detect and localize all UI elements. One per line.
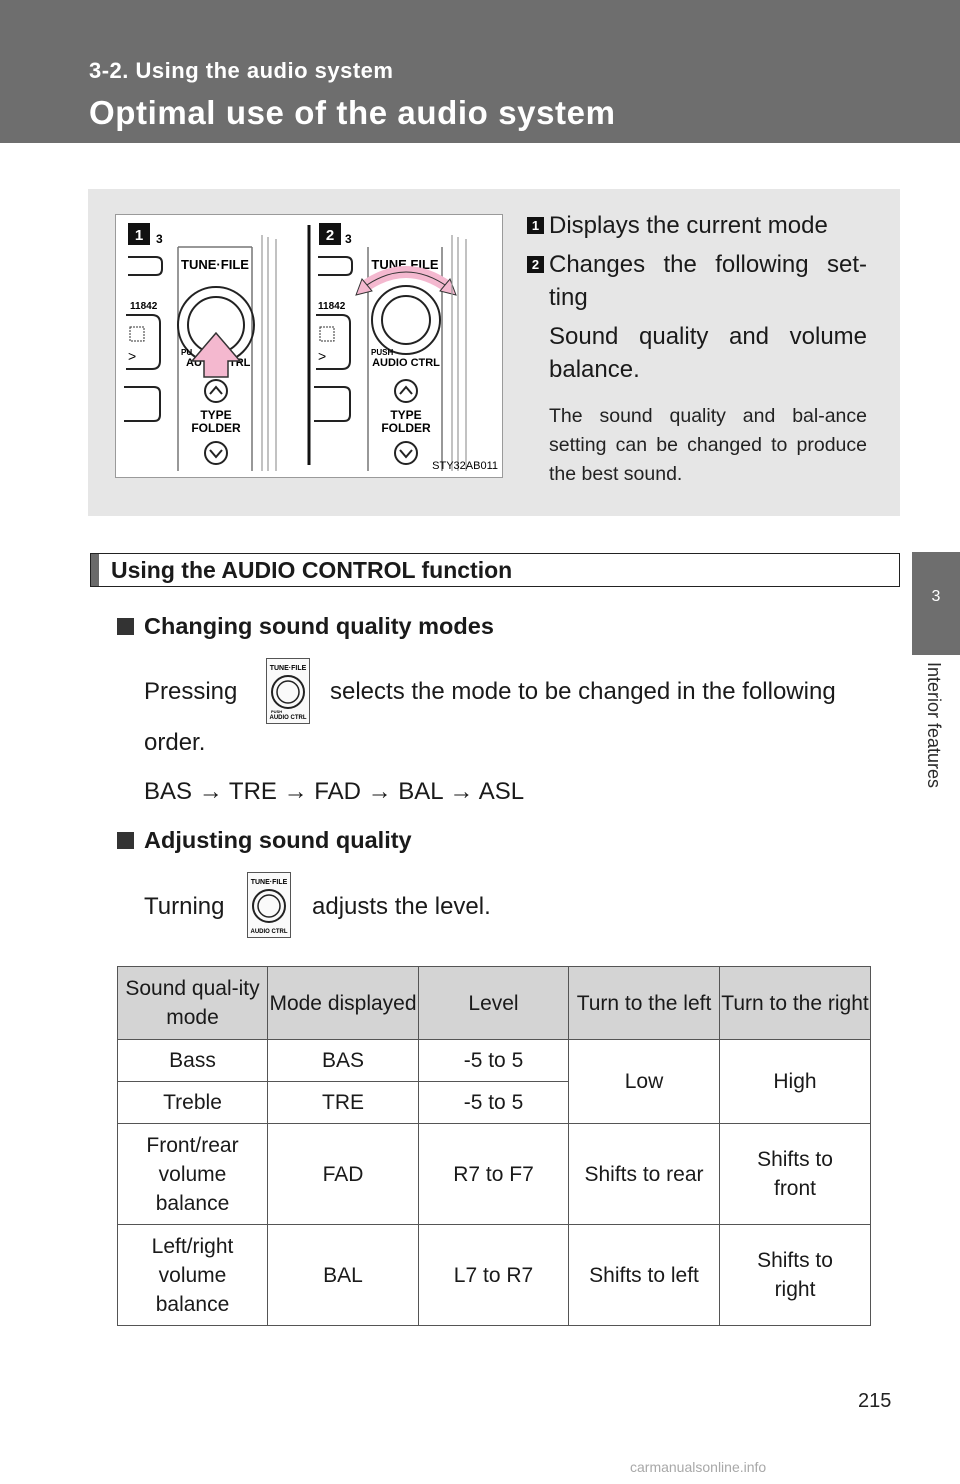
left-grid-icon (130, 327, 144, 341)
push-label: PUSH (371, 348, 394, 357)
table-cell-merged-left: Low (569, 1040, 720, 1124)
marker-2-label: 2 (325, 227, 335, 244)
chevron-down-icon (400, 450, 412, 457)
knob-icon-1-bottom: AUDIO CTRL (269, 715, 307, 721)
right-vent-lines (452, 235, 466, 471)
chevron-up-icon (210, 387, 222, 394)
table-row (118, 1124, 871, 1225)
table-header-cell: Mode displayed (268, 967, 419, 1040)
callout-2 (527, 248, 867, 314)
au-partial: AU (186, 357, 202, 369)
table-cell: BAS (268, 1040, 419, 1082)
knob-icon-2-top: TUNE·FILE (250, 879, 288, 886)
chevron-down-icon (210, 450, 222, 457)
page-number: 215 (858, 1390, 892, 1412)
turning-line (144, 893, 491, 921)
page-title: Optimal use of the audio system (89, 94, 616, 131)
table-row (118, 1040, 871, 1082)
audio-ctrl-label: AUDIO CTRL (372, 357, 440, 369)
knob-right-inner (382, 296, 430, 344)
callout-note: The sound quality and bal-ance setting can be changed to produce the best sound. (549, 405, 867, 485)
figure-code: STY32AB011 (432, 460, 498, 472)
chapter-number: 3 (931, 588, 941, 605)
section-bar-mark (91, 554, 99, 586)
table-cell: Bass (118, 1040, 268, 1082)
table-cell: Shifts to left (569, 1225, 720, 1326)
table-row (118, 1225, 871, 1326)
pu-partial: PU (181, 348, 193, 357)
square-bullet-icon (117, 832, 134, 849)
mode-sequence: BAS → TRE → FAD → BAL → ASL (144, 778, 525, 805)
table-header-row (118, 967, 871, 1040)
knob-icon-2-inner (258, 895, 280, 917)
callout-2-sub: Sound quality and volume balance. (549, 323, 867, 383)
knob-icon-1-inner (277, 681, 299, 703)
turning-rest: adjusts the level. (312, 893, 491, 920)
table-cell: Shifts to rear (569, 1124, 720, 1225)
table-cell: Left/right volume balance (118, 1225, 268, 1326)
pressing-line (144, 678, 892, 706)
callout-1 (527, 209, 867, 242)
left-vent-lines (262, 235, 276, 471)
callout-2-text: Changes the following set-ting (549, 251, 867, 311)
folder-label-left: FOLDER (191, 421, 241, 435)
pressing-word: Pressing (144, 678, 238, 705)
digit-3-left: 3 (156, 232, 163, 246)
digit-3-right: 3 (345, 232, 352, 246)
knob-icon-1-push: PUSH (271, 709, 283, 714)
type-label-left: TYPE (200, 408, 232, 422)
tune-file-right: TUNE FILE (371, 257, 439, 272)
table-cell: BAL (268, 1225, 419, 1326)
trl-partial: TRL (229, 357, 251, 369)
square-bullet-icon (117, 618, 134, 635)
table-cell-merged-right: High (720, 1040, 871, 1124)
folder-down-button-right (395, 442, 417, 464)
illustration-svg (116, 215, 502, 477)
pressing-rest: selects the mode to be changed in the following (330, 678, 836, 705)
code-left: 11842 (130, 301, 158, 312)
callout-1-marker: 1 (527, 217, 544, 234)
code-right: 11842 (318, 301, 346, 312)
chapter-label-container (912, 662, 960, 832)
folder-down-button-left (205, 442, 227, 464)
knob-icon-svg-2 (248, 873, 290, 937)
callout-1-text: Displays the current mode (549, 212, 828, 239)
order-word: order. (144, 729, 206, 756)
left-lower-button (124, 387, 160, 421)
caret-left: > (128, 348, 137, 364)
table-cell: R7 to F7 (419, 1124, 569, 1225)
press-arrow-icon (192, 333, 240, 377)
right-lower-button (314, 387, 350, 421)
knob-icon-2-bottom: AUDIO CTRL (250, 929, 288, 935)
section-bar-title: Using the AUDIO CONTROL function (111, 557, 513, 583)
table-cell: Shifts to right (720, 1225, 871, 1326)
turning-word: Turning (144, 893, 225, 920)
section-label: 3-2. Using the audio system (89, 58, 394, 83)
subheading-adjusting-text: Adjusting sound quality (144, 827, 412, 853)
type-up-button-right (395, 380, 417, 402)
watermark: carmanualsonline.info (630, 1459, 767, 1475)
chevron-up-icon (400, 387, 412, 394)
type-label-right: TYPE (390, 408, 422, 422)
tune-file-left: TUNE·FILE (181, 257, 249, 272)
table-cell: Shifts to front (720, 1124, 871, 1225)
table-cell: Front/rear volume balance (118, 1124, 268, 1225)
table-header-cell: Sound qual-ity mode (118, 967, 268, 1040)
callout-2-marker: 2 (527, 256, 544, 273)
callout-list (527, 209, 867, 489)
marker-1-label: 1 (134, 227, 144, 244)
table-header-cell: Level (419, 967, 569, 1040)
table-cell: -5 to 5 (419, 1040, 569, 1082)
tune-file-knob-icon-2 (247, 872, 291, 938)
right-grid-icon (320, 327, 334, 341)
caret-right: > (318, 348, 327, 364)
tune-file-knob-icon-1 (266, 658, 310, 724)
audio-control-illustration (115, 214, 503, 478)
table-cell: Treble (118, 1082, 268, 1124)
knob-icon-1-top: TUNE·FILE (269, 665, 307, 672)
subheading-changing-modes (117, 613, 494, 640)
knob-icon-svg-1 (267, 659, 309, 723)
left-slot (128, 257, 162, 275)
subheading-adjusting (117, 827, 412, 854)
table-header-cell: Turn to the right (720, 967, 871, 1040)
right-slot (318, 257, 352, 275)
table-cell: TRE (268, 1082, 419, 1124)
table-cell: -5 to 5 (419, 1082, 569, 1124)
type-up-button-left (205, 380, 227, 402)
page-header (0, 0, 960, 143)
chapter-label: Interior features (924, 662, 944, 789)
chapter-tab[interactable] (912, 552, 960, 655)
table-cell: FAD (268, 1124, 419, 1225)
section-bar (90, 553, 900, 587)
subheading-changing-modes-text: Changing sound quality modes (144, 613, 494, 639)
folder-label-right: FOLDER (381, 421, 431, 435)
table-cell: L7 to R7 (419, 1225, 569, 1326)
table-header-cell: Turn to the left (569, 967, 720, 1040)
sound-quality-table (117, 966, 871, 1326)
